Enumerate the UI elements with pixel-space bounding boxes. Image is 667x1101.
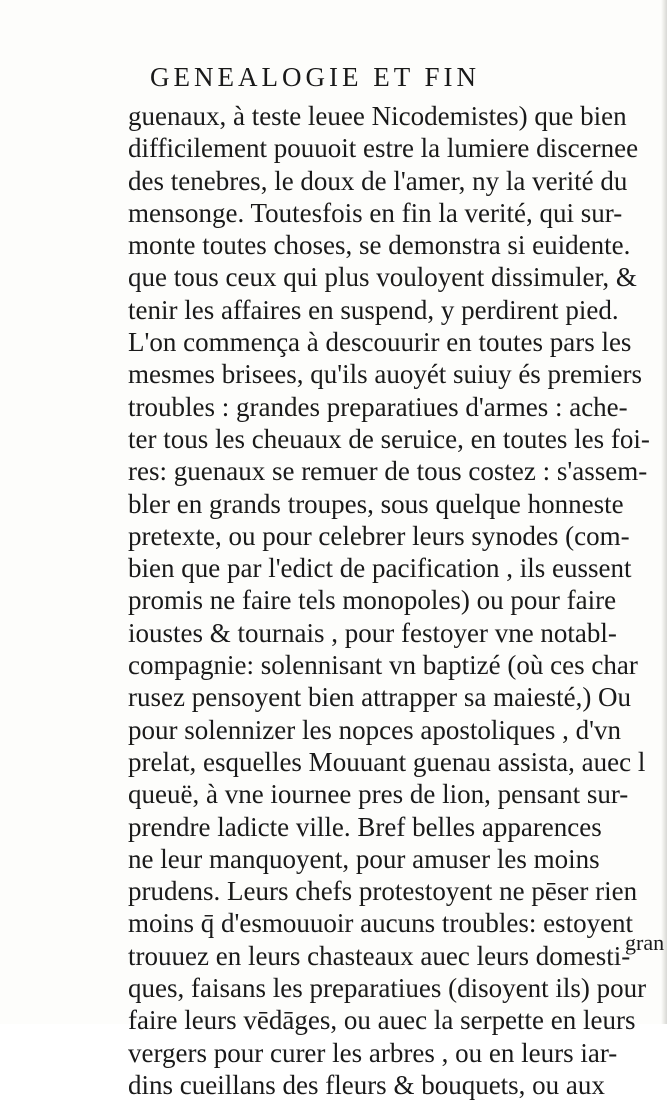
text-line: promis ne faire tels monopoles) ou pour faire xyxy=(128,585,617,616)
running-title: GENEALOGIE ET FIN xyxy=(150,62,480,92)
text-line: bler en grands troupes, sous quelque honneste xyxy=(128,488,624,519)
text-line: prudens. Leurs chefs protestoyent ne pēser rien xyxy=(128,876,638,907)
text-line: moins q̄ d'esmouuoir aucuns troubles: estoyent xyxy=(128,908,634,939)
text-line: vergers pour curer les arbres , ou en leurs iar- xyxy=(128,1037,618,1068)
text-line: trouuez en leurs chasteaux auec leurs domesti- xyxy=(128,940,631,971)
text-line: monte toutes choses, se demonstra si euidente. xyxy=(128,230,631,261)
text-line: tenir les affaires en suspend, y perdirent pied. xyxy=(128,294,619,325)
text-line: dins cueillans des fleurs & bouquets, ou aux xyxy=(128,1069,605,1100)
text-line: res: guenaux se remuer de tous costez : s'assem- xyxy=(128,456,648,487)
text-line: prendre ladicte ville. Bref belles apparences xyxy=(128,811,602,842)
text-line: des tenebres, le doux de l'amer, ny la verité du xyxy=(128,165,628,196)
text-line: ne leur manquoyent, pour amuser les moins xyxy=(128,843,600,874)
text-line: rusez pensoyent bien attrapper sa maiesté,) Ou xyxy=(128,682,632,713)
text-line: que tous ceux qui plus vouloyent dissimuler, & xyxy=(128,262,637,293)
text-line: ter tous les cheuaux de seruice, en toutes les foi- xyxy=(128,423,650,454)
text-line: pretexte, ou pour celebrer leurs synodes (com- xyxy=(128,520,630,551)
text-line: L'on commença à descouurir en toutes pars les xyxy=(128,327,632,358)
catchword: gran xyxy=(625,930,665,955)
text-line: troubles : grandes preparatiues d'armes : ache- xyxy=(128,391,628,422)
text-line: pour solennizer les nopces apostoliques , d'vn xyxy=(128,714,622,745)
text-line: faire leurs vēdāges, ou auec la serpette en leurs xyxy=(128,1005,636,1036)
text-line: bien que par l'edict de pacification , ils eussent xyxy=(128,553,632,584)
text-line: mesmes brisees, qu'ils auoyét suiuy és premiers xyxy=(128,359,643,390)
text-line: difficilement pouuoit estre la lumiere discernee xyxy=(128,133,639,164)
text-line: mensonge. Toutesfois en fin la verité, qui sur- xyxy=(128,197,623,228)
body-text-block xyxy=(128,100,667,1101)
text-line: queuë, à vne iournee pres de lion, pensant sur- xyxy=(128,779,629,810)
text-line: ioustes & tournais , pour festoyer vne notabl- xyxy=(128,617,617,648)
text-line: prelat, esquelles Mouuant guenau assista, auec l xyxy=(128,746,646,777)
text-line: compagnie: solennisant vn baptizé (où ces char xyxy=(128,650,638,681)
text-line: guenaux, à teste leuee Nicodemistes) que bien xyxy=(128,101,627,131)
text-line: ques, faisans les preparatiues (disoyent ils) pour xyxy=(128,973,647,1004)
